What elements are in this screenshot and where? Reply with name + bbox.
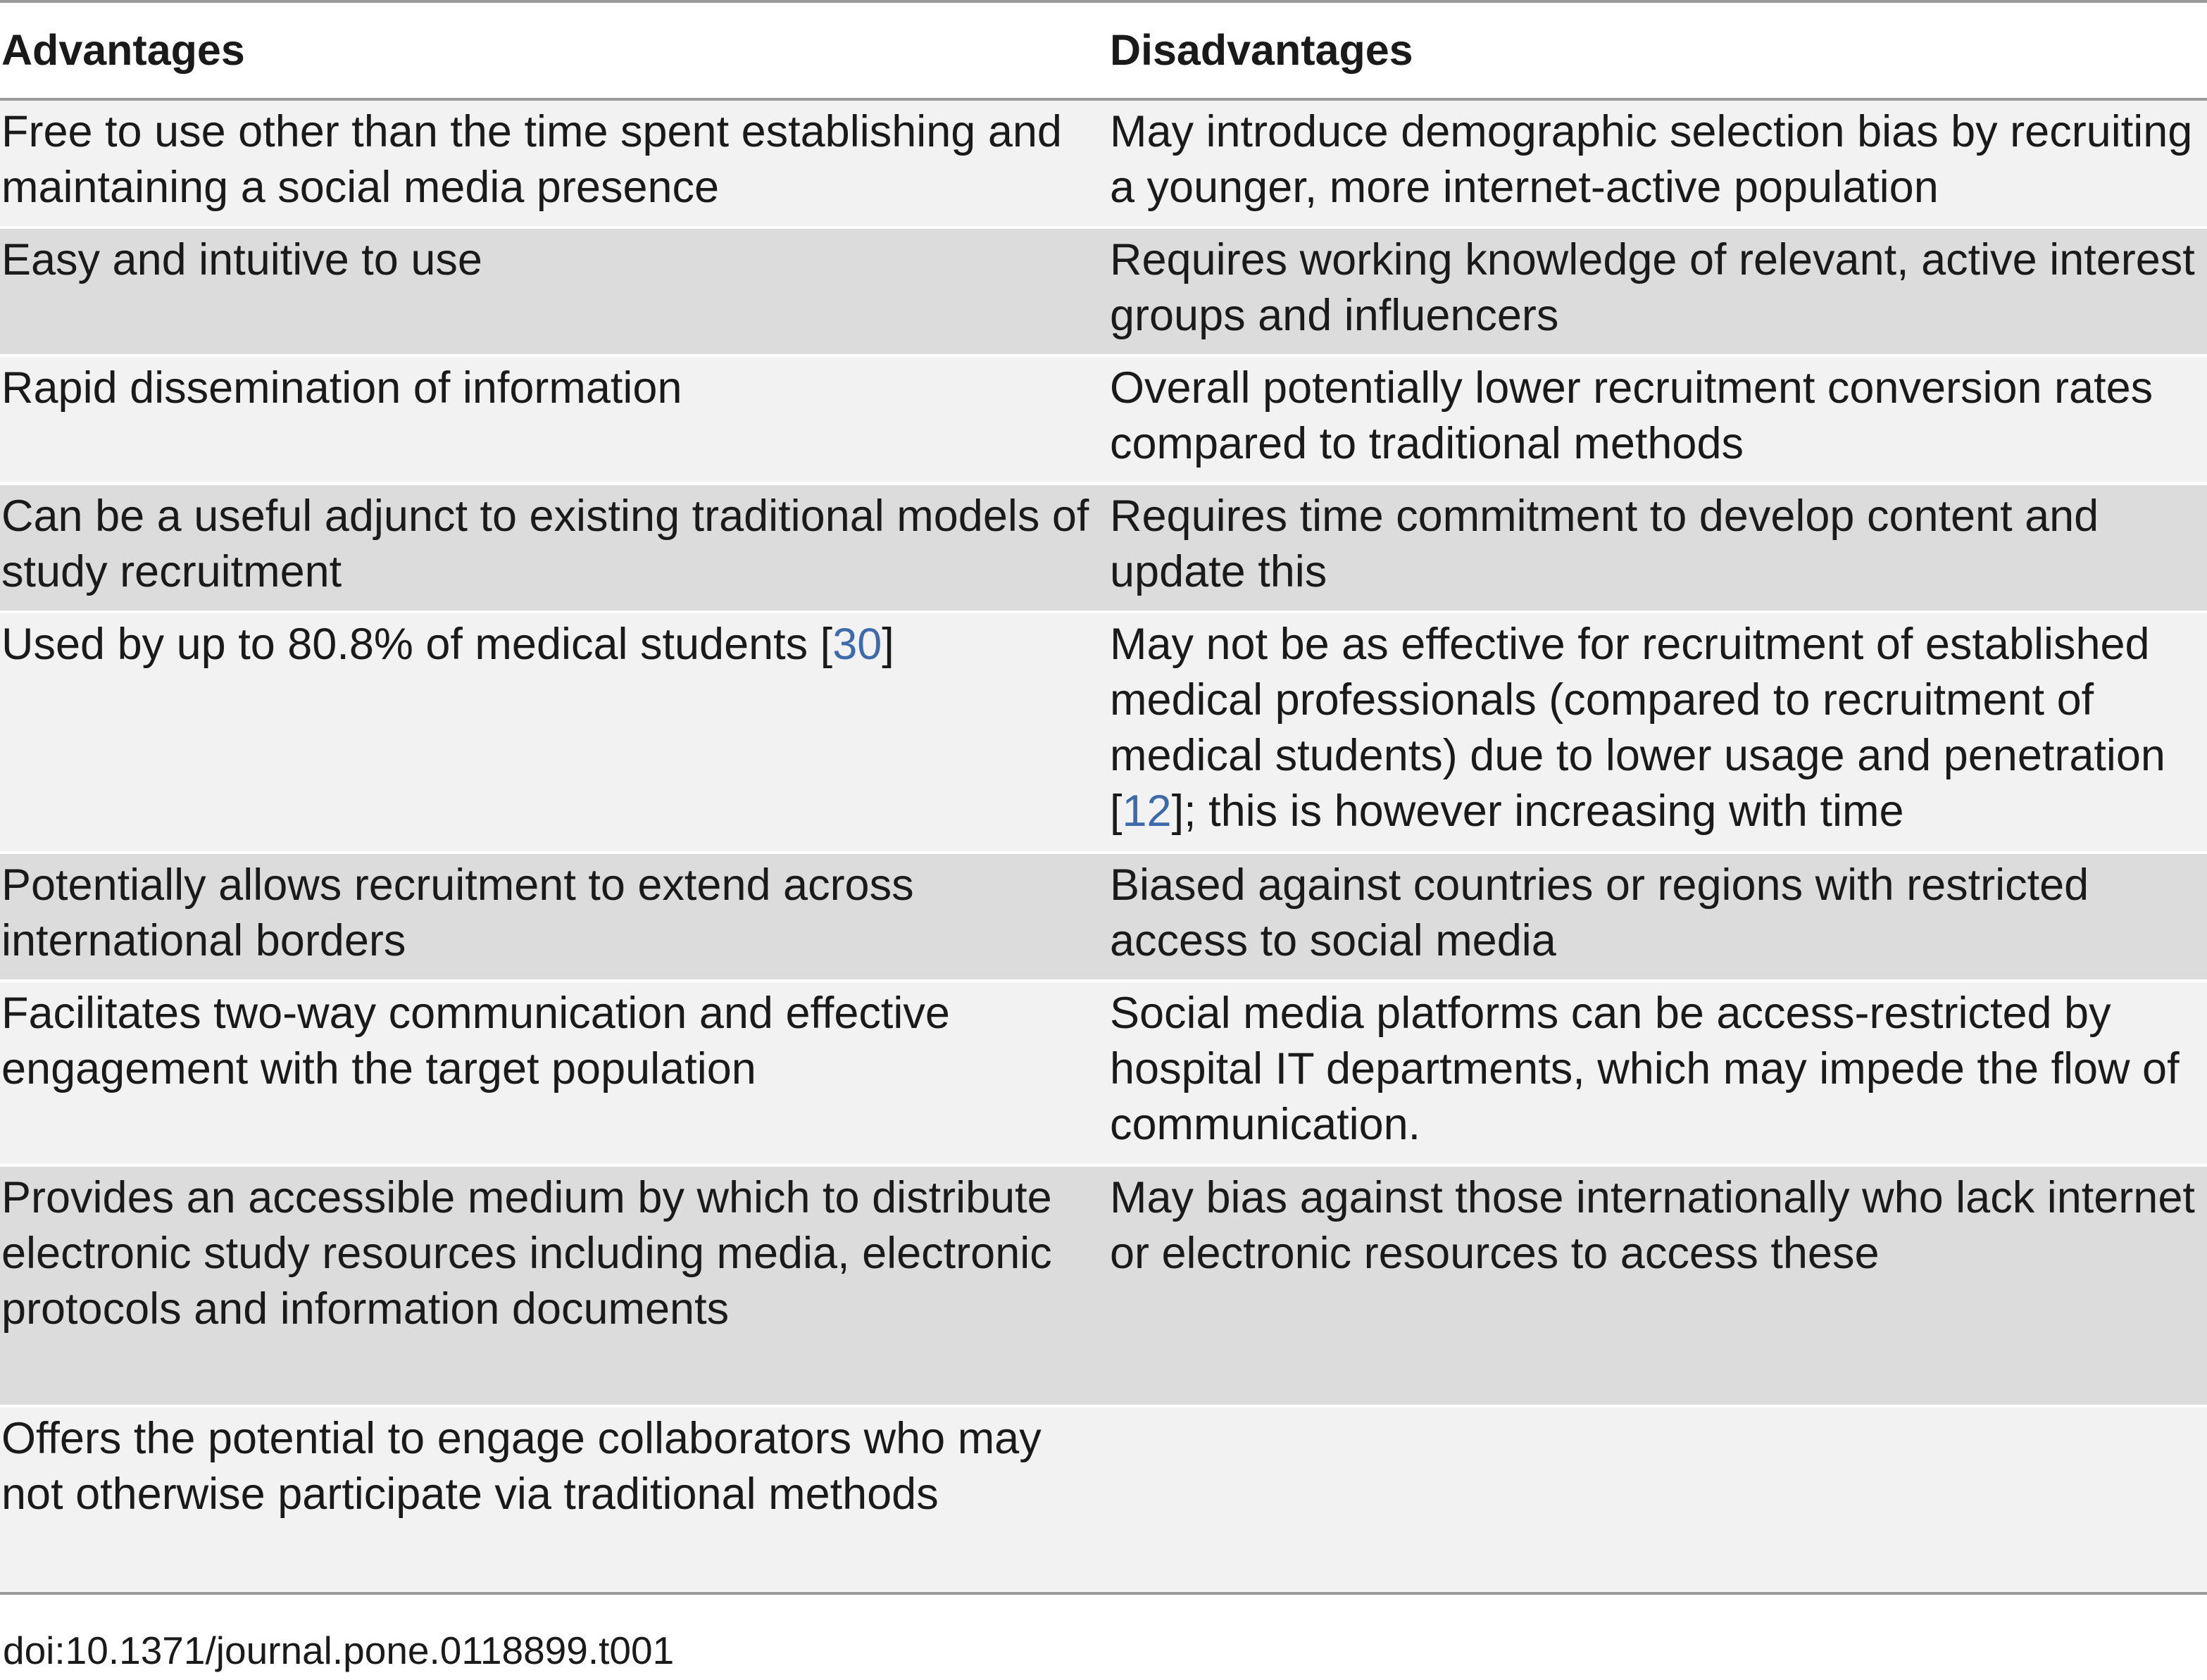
table-row — [0, 613, 2207, 854]
disadvantage-cell: Requires time commitment to develop content and update this — [1110, 491, 2099, 596]
disadvantage-cell — [1108, 1408, 2207, 1592]
disadvantage-cell: Social media platforms can be access-restricted by hospital IT departments, which may impede the flow of communication. — [1110, 989, 2180, 1149]
advantage-cell: Facilitates two-way communication and effective engagement with the target population — [1, 989, 950, 1093]
advantage-cell: Free to use other than the time spent establishing and maintaining a social media presence — [1, 107, 1062, 212]
reference-link-12[interactable]: 12 — [1122, 786, 1172, 836]
disadvantage-cell: Requires working knowledge of relevant, active interest groups and influencers — [1110, 235, 2195, 340]
disadvantage-cell: May bias against those internationally who lack internet or electronic resources to access these — [1110, 1173, 2195, 1278]
reference-link-30[interactable]: 30 — [832, 620, 882, 669]
disadvantage-cell — [1108, 613, 2207, 851]
advantage-cell: Provides an accessible medium by which to distribute electronic study resources including media, electronic protocols and information documents — [1, 1173, 1052, 1334]
advantage-text-end: ] — [882, 620, 894, 669]
table-row — [0, 1408, 2207, 1592]
advantage-cell: Easy and intuitive to use — [1, 235, 482, 284]
disadvantage-text-end: ]; this is however increasing with time — [1171, 786, 1904, 836]
disadvantage-text: May not be as effective for recruitment of established medical professionals (compared to recruitment of medical students) due to lower usage and penetration [ — [1110, 620, 2165, 836]
advantage-cell: Offers the potential to engage collaborators who may not otherwise participate via traditional methods — [1, 1414, 1042, 1519]
table-row — [0, 357, 2207, 485]
advantage-cell — [0, 613, 1108, 851]
disadvantage-cell: May introduce demographic selection bias by recruiting a younger, more internet-active population — [1110, 107, 2193, 212]
table-header-row — [0, 3, 2207, 98]
table-row — [0, 854, 2207, 982]
advantage-cell: Rapid dissemination of information — [1, 363, 682, 413]
disadvantage-cell: Overall potentially lower recruitment conversion rates compared to traditional methods — [1110, 363, 2153, 468]
table-row — [0, 982, 2207, 1167]
table-row — [0, 485, 2207, 613]
advantage-cell: Potentially allows recruitment to extend across international borders — [1, 860, 914, 965]
table-row — [0, 1167, 2207, 1408]
disadvantage-cell: Biased against countries or regions with restricted access to social media — [1110, 860, 2089, 965]
header-disadvantages: Disadvantages — [1110, 26, 1413, 74]
table-row — [0, 101, 2207, 229]
header-advantages: Advantages — [1, 26, 245, 74]
table-bottom-rule — [0, 1592, 2207, 1595]
doi-caption: doi:10.1371/journal.pone.0118899.t001 — [3, 1629, 675, 1672]
table-row — [0, 229, 2207, 357]
advantage-text: Used by up to 80.8% of medical students [ — [1, 620, 833, 669]
advantage-cell: Can be a useful adjunct to existing traditional models of study recruitment — [1, 491, 1089, 596]
